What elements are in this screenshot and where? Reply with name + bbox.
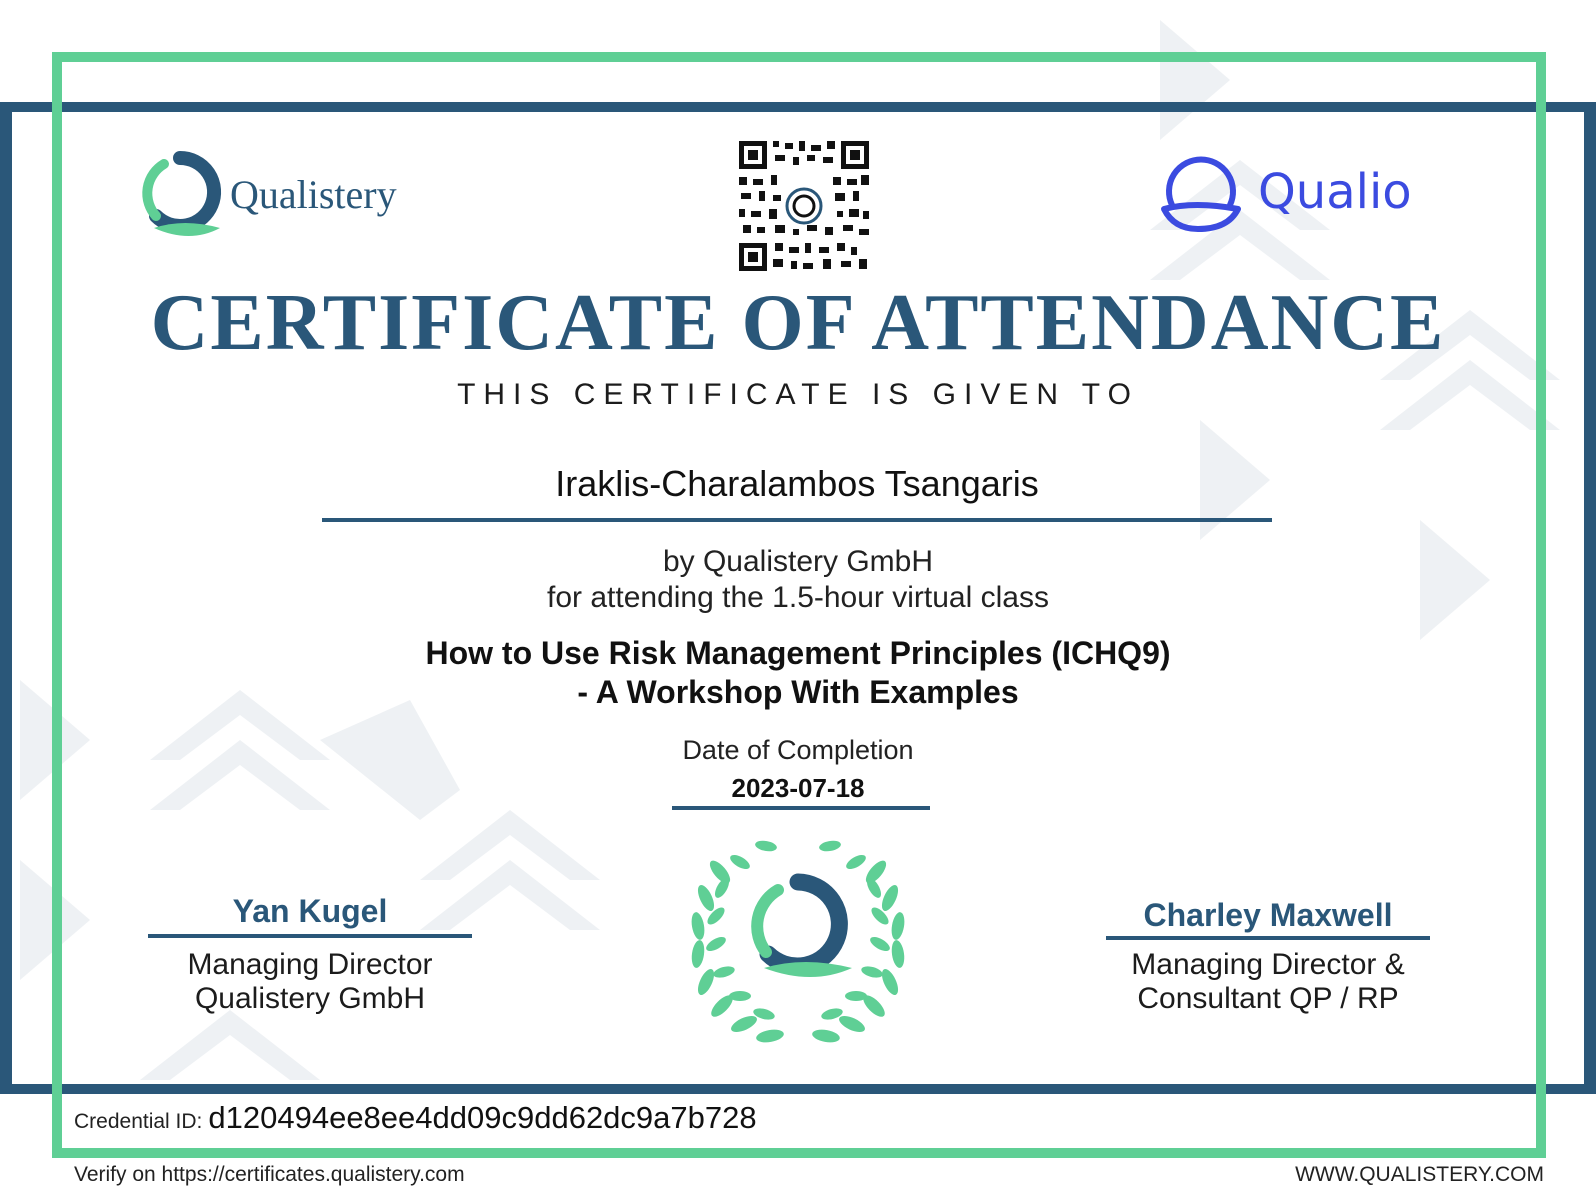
signatory-right-name: Charley Maxwell [1143, 897, 1393, 933]
signatory-left-name: Yan Kugel [232, 893, 388, 929]
completion-date-underline [672, 806, 930, 810]
qualio-logo-icon [1158, 149, 1244, 235]
credential-id [74, 1100, 757, 1140]
verify-url-text: Verify on https://certificates.qualistery.com [74, 1163, 465, 1186]
recipient-underline [322, 518, 1272, 522]
issuer-line: by Qualistery GmbH [662, 545, 934, 578]
recipient-name: Iraklis-Charalambos Tsangaris [555, 463, 1039, 504]
website-text: WWW.QUALISTERY.COM [1295, 1163, 1544, 1186]
credential-id-value: d120494ee8ee4dd09c9dd62dc9a7b728 [208, 1100, 757, 1135]
attendance-line: for attending the 1.5-hour virtual class [547, 581, 1049, 614]
signatory-left-role-line2: Qualistery GmbH [194, 982, 426, 1015]
qualio-logo [1158, 148, 1412, 236]
signatory-right-underline [1106, 936, 1430, 940]
signatory-left-underline [148, 934, 472, 938]
credential-id-label: Credential ID: [74, 1110, 203, 1133]
qr-code-icon [737, 139, 871, 273]
signatory-left-role-line1: Managing Director [187, 948, 433, 981]
qualistery-logo-text: Qualistery [230, 171, 397, 217]
qualistery-q-icon [134, 148, 226, 240]
qualio-logo-text: Qualio [1258, 164, 1412, 220]
laurel-seal-icon [680, 832, 916, 1052]
given-to-label: THIS CERTIFICATE IS GIVEN TO [457, 378, 1139, 411]
signatory-right-role-line2: Consultant QP / RP [1137, 982, 1399, 1015]
course-title-line1: How to Use Risk Management Principles (ICHQ9) [425, 635, 1171, 671]
course-title-line2: - A Workshop With Examples [577, 674, 1019, 710]
completion-date-value: 2023-07-18 [731, 773, 865, 803]
completion-date-label: Date of Completion [682, 735, 914, 765]
qualistery-logo [134, 148, 397, 240]
certificate-title: CERTIFICATE OF ATTENDANCE [150, 279, 1446, 367]
signatory-right-role-line1: Managing Director & [1131, 948, 1405, 981]
